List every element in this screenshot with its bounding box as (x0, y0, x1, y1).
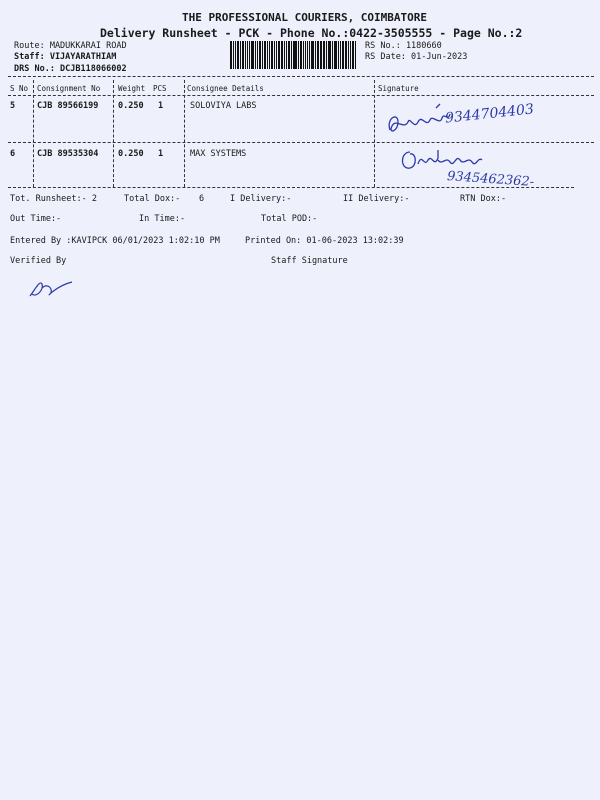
runsheet-subtitle: Delivery Runsheet - PCK - Phone No.:0422-3505555 - Page No.:2 (100, 26, 523, 40)
col-header-consignment: Consignment No (37, 84, 101, 93)
barcode-bar (235, 41, 236, 69)
row-2-sno: 6 (10, 149, 16, 159)
table-bottom-border (8, 187, 574, 188)
row-2-consignment: CJB 89535304 (37, 149, 99, 159)
rs-number: RS No.: 1180660 (365, 41, 442, 51)
barcode-bar (317, 41, 319, 69)
entered-by: Entered By :KAVIPCK 06/01/2023 1:02:10 PM (10, 236, 220, 246)
barcode-bar (307, 41, 308, 69)
barcode-bar (269, 41, 270, 69)
barcode-bar (291, 41, 292, 69)
barcode-bar (305, 41, 307, 69)
barcode-bar (259, 41, 261, 69)
barcode-bar (274, 41, 275, 69)
barcode-bar (300, 41, 302, 69)
in-time: In Time:- (139, 214, 186, 224)
barcode-bar (323, 41, 325, 69)
drs-number: DRS No.: DCJB118066002 (14, 64, 127, 74)
staff-signature-label: Staff Signature (271, 256, 348, 266)
barcode-bar (278, 41, 281, 69)
row-1-signature-phone: 9344704403 (444, 101, 535, 127)
row-2-weight: 0.250 (118, 149, 144, 159)
verified-by-label: Verified By (10, 256, 67, 266)
col-divider (113, 80, 114, 187)
total-pod: Total POD:- (261, 214, 318, 224)
col-divider (184, 80, 185, 187)
barcode-bar (350, 41, 351, 69)
barcode-bar (247, 41, 248, 69)
barcode-bar (294, 41, 297, 69)
col-header-consignee: Consignee Details (187, 84, 264, 93)
barcode-bar (326, 41, 327, 69)
col-divider (33, 80, 34, 187)
barcode-bar (276, 41, 277, 69)
barcode-bar (242, 41, 244, 69)
barcode-bar (257, 41, 258, 69)
barcode-bar (303, 41, 304, 69)
table-header-border (8, 95, 594, 96)
total-runsheet: Tot. Runsheet:- 2 (10, 194, 97, 204)
row-1-consignment: CJB 89566199 (37, 101, 99, 111)
barcode-bar (315, 41, 316, 69)
i-delivery: I Delivery:- (230, 194, 292, 204)
barcode-bar (335, 41, 337, 69)
barcode-bar (249, 41, 251, 69)
barcode-bar (233, 41, 234, 69)
total-dox-label: Total Dox:- (124, 194, 181, 204)
col-header-weight: Weight (118, 84, 146, 93)
rtn-dox: RTN Dox:- (460, 194, 507, 204)
barcode-bar (255, 41, 256, 69)
barcode-bar (340, 41, 341, 69)
table-top-border (8, 76, 594, 77)
barcode-bar (309, 41, 310, 69)
barcode-bar (230, 41, 232, 69)
barcode-bar (284, 41, 285, 69)
barcode-bar (342, 41, 344, 69)
ii-delivery: II Delivery:- (343, 194, 410, 204)
barcode-bar (348, 41, 349, 69)
col-header-signature: Signature (378, 84, 419, 93)
barcode-bar (286, 41, 287, 69)
barcode-bar (352, 41, 354, 69)
barcode-bar (271, 41, 273, 69)
barcode-bar (293, 41, 294, 69)
barcode-bar (334, 41, 335, 69)
rs-date: RS Date: 01-Jun-2023 (365, 52, 468, 62)
barcode-bar (332, 41, 333, 69)
barcode-bar (355, 41, 356, 69)
row-1-sno: 5 (10, 101, 16, 111)
barcode-bar (237, 41, 240, 69)
staff-label: Staff: VIJAYARATHIAM (14, 52, 117, 62)
company-title: THE PROFESSIONAL COURIERS, COIMBATORE (182, 11, 428, 24)
verifier-handwritten-initials (26, 276, 76, 300)
row-1-weight: 0.250 (118, 101, 144, 111)
barcode-bar (281, 41, 283, 69)
row-2-consignee: MAX SYSTEMS (190, 149, 247, 159)
row-1-consignee: SOLOVIYA LABS (190, 101, 257, 111)
barcode-bar (338, 41, 339, 69)
barcode-bar (240, 41, 241, 69)
barcode-bar (245, 41, 246, 69)
barcode-bar (345, 41, 348, 69)
route-label: Route: MADUKKARAI ROAD (14, 41, 127, 51)
barcode-bar (262, 41, 263, 69)
row-2-signature-phone: 9345462362- (446, 168, 535, 191)
barcode-image (230, 41, 357, 69)
total-dox-value: 6 (199, 194, 205, 204)
barcode-bar (320, 41, 321, 69)
barcode-bar (251, 41, 254, 69)
row-2-pcs: 1 (158, 149, 164, 159)
row-divider (8, 142, 594, 143)
col-header-pcs: PCS (153, 84, 167, 93)
out-time: Out Time:- (10, 214, 62, 224)
barcode-bar (267, 41, 268, 69)
col-header-sno: S No (10, 84, 29, 93)
col-divider (374, 80, 375, 187)
barcode-bar (288, 41, 290, 69)
barcode-bar (264, 41, 267, 69)
row-1-pcs: 1 (158, 101, 164, 111)
barcode-bar (298, 41, 299, 69)
printed-on: Printed On: 01-06-2023 13:02:39 (245, 236, 404, 246)
barcode-bar (328, 41, 331, 69)
barcode-bar (311, 41, 314, 69)
barcode-bar (321, 41, 322, 69)
